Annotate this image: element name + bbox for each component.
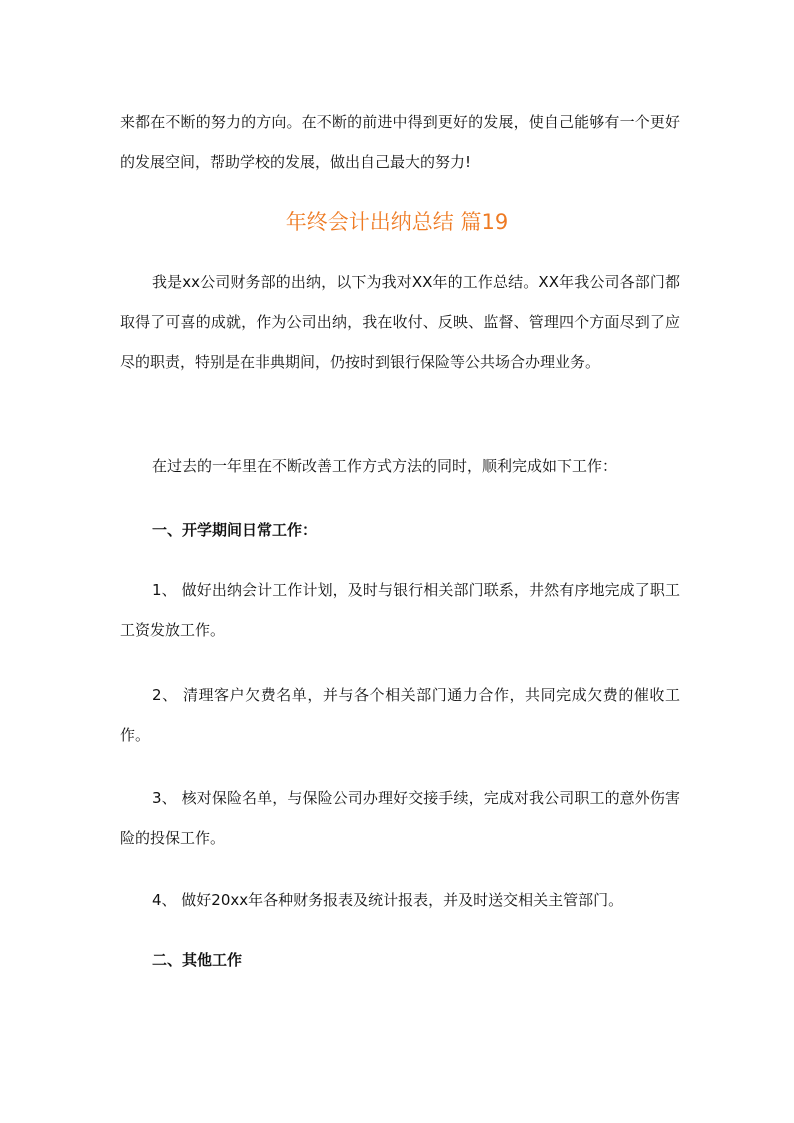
continuation-paragraph: 来都在不断的努力的方向。在不断的前进中得到更好的发展，使自己能够有一个更好的发展空间，帮助学校的发展，做出自己最大的努力! [120,113,680,171]
lead-paragraph: 在过去的一年里在不断改善工作方式方法的同时，顺利完成如下工作： [152,457,618,475]
list-item-2: 2、 清理客户欠费名单，并与各个相关部门通力合作，共同完成欠费的催收工作。 [120,686,680,744]
list-item-1: 1、 做好出纳会计工作计划，及时与银行相关部门联系，井然有序地完成了职工工资发放工作。 [120,581,680,639]
section2-heading: 二、其他工作 [152,951,243,969]
list-item-4: 4、 做好20xx年各种财务报表及统计报表，并及时送交相关主管部门。 [152,891,624,909]
intro-paragraph: 我是xx公司财务部的出纳，以下为我对XX年的工作总结。XX年我公司各部门都取得了可喜的成就，作为公司出纳，我在收付、反映、监督、管理四个方面尽到了应尽的职责，特别是在非典期间，仍按时到银行保险等公共场合办理业务。 [120,273,680,371]
section-title: 年终会计出纳总结 篇19 [285,210,509,234]
list-item-3: 3、 核对保险名单，与保险公司办理好交接手续，完成对我公司职工的意外伤害险的投保工作。 [120,789,680,847]
section1-heading: 一、开学期间日常工作： [152,521,318,539]
